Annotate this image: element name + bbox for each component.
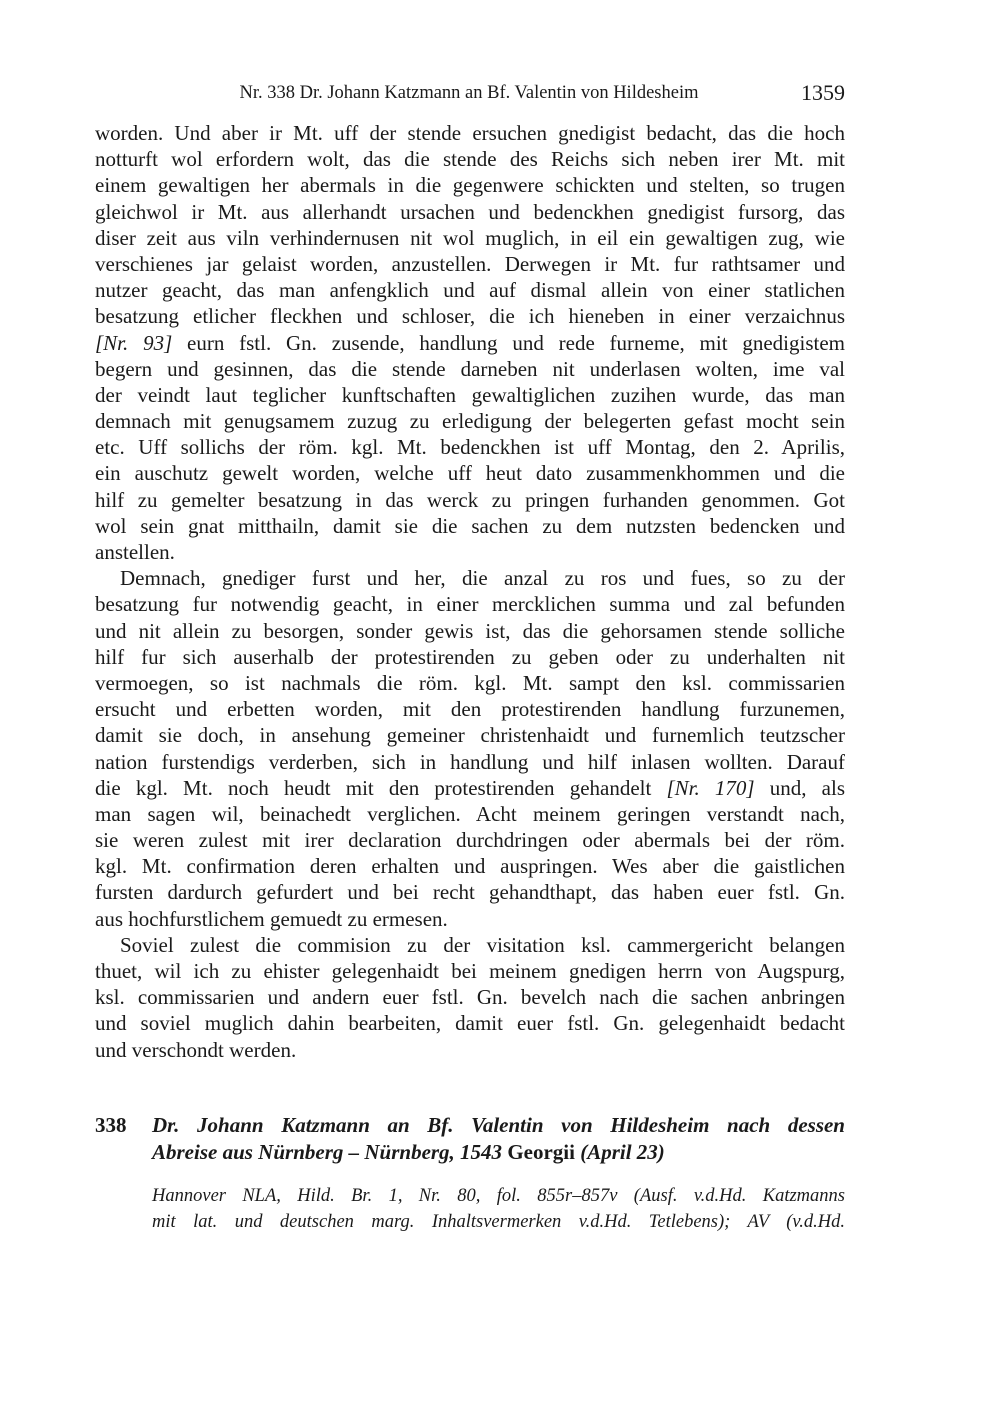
paragraph bbox=[95, 932, 845, 1063]
text-line bbox=[95, 749, 845, 775]
text-line bbox=[95, 120, 845, 146]
text-line bbox=[95, 591, 845, 617]
text-line bbox=[95, 146, 845, 172]
text-line bbox=[95, 1010, 845, 1036]
text-line bbox=[95, 1037, 845, 1063]
text-segment: eurn fstl. Gn. zusende, handlung und rede furneme, mit gnedigistem bbox=[172, 330, 846, 355]
text-line bbox=[95, 487, 845, 513]
text-line bbox=[95, 906, 845, 932]
text-line bbox=[95, 172, 845, 198]
text-line bbox=[95, 722, 845, 748]
text-line bbox=[95, 958, 845, 984]
text-line bbox=[95, 251, 845, 277]
text-line bbox=[95, 644, 845, 670]
text-segment: man sagen wil, beinachedt verglichen. Acht meinem geringen verstandt nach, bbox=[95, 801, 845, 826]
text-segment: kgl. Mt. confirmation deren erhalten und auspringen. Wes aber die gaistlichen bbox=[95, 854, 845, 879]
text-segment: nation furstendigs verderben, sich in handlung und hilf inlasen wollten. Darauf bbox=[95, 749, 845, 774]
text-segment: demnach mit genugsamem zuzug zu erledigung der belegerten gefast mocht sein bbox=[95, 409, 845, 434]
text-line bbox=[95, 879, 845, 905]
text-line bbox=[95, 303, 845, 329]
text-segment: etc. Uff sollichs der röm. kgl. Mt. bedenckhen ist uff Montag, den 2. Aprilis, bbox=[95, 435, 845, 460]
text-segment: die kgl. Mt. noch heudt mit den protestirenden gehandelt bbox=[95, 775, 667, 800]
text-segment: fursten dardurch gefurdert und bei recht gehandthapt, das haben euer fstl. Gn. bbox=[95, 880, 845, 905]
text-line bbox=[95, 460, 845, 486]
text-segment: einem gewaltigen her abermals in die gegenwere schickten und stelten, so trugen bbox=[95, 173, 845, 198]
text-line bbox=[95, 330, 845, 356]
text-segment: und nit allein zu besorgen, sonder gewis ist, das die gehorsamen stende solliche bbox=[95, 618, 845, 643]
cross-reference: [Nr. 170] bbox=[666, 775, 755, 800]
text-line bbox=[95, 775, 845, 801]
text-line bbox=[95, 539, 845, 565]
text-segment: anstellen. bbox=[95, 540, 175, 564]
paragraph bbox=[95, 120, 845, 565]
text-line bbox=[95, 827, 845, 853]
text-line bbox=[95, 670, 845, 696]
text-line bbox=[95, 382, 845, 408]
text-segment: sie weren zulest mit irer declaration durchdringen oder abermals bei der röm. bbox=[95, 828, 845, 853]
text-segment: aus hochfurstlichem gemuedt zu ermesen. bbox=[95, 906, 448, 931]
text-segment: besatzung fur notwendig geacht, in einer mercklichen summa und zal befunden bbox=[95, 592, 845, 617]
text-segment: und, als bbox=[754, 775, 845, 800]
heading-date: (April 23) bbox=[574, 1140, 665, 1164]
text-segment: und soviel muglich dahin bearbeiten, damit euer fstl. Gn. gelegenhaidt bedacht bbox=[95, 1011, 845, 1036]
text-segment: besatzung etlicher fleckhen und schloser, die ich hieneben in einer verzaichnus bbox=[95, 304, 845, 329]
page-number: 1359 bbox=[801, 80, 845, 105]
text-segment: ersucht und erbetten worden, mit den protestirenden handlung furzunemen, bbox=[95, 697, 845, 722]
text-segment: der veindt laut teglicher kunftschaften gewaltiglichen zuzihen wurde, das man bbox=[95, 382, 845, 407]
text-line bbox=[95, 984, 845, 1010]
cross-reference: [Nr. 93] bbox=[95, 330, 173, 355]
text-segment: thuet, wil ich zu ehister gelegenhaidt bei meinem gnedigen herrn von Augspurg, bbox=[95, 959, 845, 983]
document-number: 338 bbox=[95, 1113, 127, 1137]
heading-feast-day: Georgii bbox=[507, 1140, 575, 1164]
text-segment: begern und gesinnen, das die stende darneben nit underlasen wolten, ime val bbox=[95, 356, 845, 381]
letter-body bbox=[95, 120, 845, 1063]
text-segment: vermoegen, so ist nachmals die röm. kgl. Mt. sampt den ksl. commissarien bbox=[95, 670, 845, 695]
text-segment: Demnach, gnediger furst und her, die anzal zu ros und fues, so zu der bbox=[120, 566, 845, 591]
text-segment: gleichwol ir Mt. aus allerhandt ursachen und bedenckhen gnedigist fursorg, das bbox=[95, 199, 845, 224]
text-line bbox=[95, 356, 845, 382]
text-line bbox=[95, 408, 845, 434]
text-segment: wol sein gnat mitthailn, damit sie die sachen zu dem nutzsten bedencken und bbox=[95, 513, 845, 538]
text-segment: ein auschutz gewelt worden, welche uff heut dato zusammenkhommen und die bbox=[95, 461, 845, 486]
running-header bbox=[95, 80, 845, 108]
heading-line: Dr. Johann Katzmann an Bf. Valentin von Hildesheim nach dessen bbox=[152, 1113, 845, 1137]
text-line bbox=[95, 853, 845, 879]
text-segment: Soviel zulest die commision zu der visitation ksl. cammergericht belangen bbox=[120, 932, 845, 957]
text-segment: verschienes jar gelaist worden, anzustellen. Derwegen ir Mt. fur rathtsamer und bbox=[95, 251, 845, 276]
text-line bbox=[95, 696, 845, 722]
text-line bbox=[95, 199, 845, 225]
text-segment: nutzer geacht, das man anfengklich und auf dismal allein von einer statlichen bbox=[95, 278, 845, 303]
paragraph bbox=[95, 565, 845, 932]
text-line bbox=[95, 801, 845, 827]
text-segment: hilf zu gemelter besatzung in das werck zu pringen furhanden genommen. Got bbox=[95, 487, 845, 512]
heading-place-date: Abreise aus Nürnberg – Nürnberg, 1543 bbox=[152, 1140, 508, 1164]
text-line bbox=[95, 618, 845, 644]
text-segment: diser zeit aus viln verhindernusen nit wol muglich, in eil ein gewaltigen zug, wie bbox=[95, 225, 845, 250]
running-title: Nr. 338 Dr. Johann Katzmann an Bf. Valentin von Hildesheim bbox=[239, 83, 699, 103]
source-line: Hannover NLA, Hild. Br. 1, Nr. 80, fol. 855r–857v (Ausf. v.d.Hd. Katzmanns bbox=[152, 1186, 845, 1206]
text-segment: worden. Und aber ir Mt. uff der stende ersuchen gnedigist bedacht, das die hoch bbox=[95, 121, 845, 145]
text-line bbox=[95, 434, 845, 460]
text-line bbox=[95, 513, 845, 539]
text-line bbox=[95, 277, 845, 303]
text-segment: hilf fur sich auserhalb der protestirenden zu geben oder zu underhalten nit bbox=[95, 644, 845, 669]
text-line bbox=[95, 932, 845, 958]
source-note bbox=[152, 1183, 845, 1235]
source-line: mit lat. und deutschen marg. Inhaltsvermerken v.d.Hd. Tetlebens); AV (v.d.Hd. bbox=[152, 1212, 845, 1232]
text-line bbox=[95, 225, 845, 251]
heading-line bbox=[152, 1139, 845, 1166]
text-segment: ksl. commissarien und andern euer fstl. Gn. bevelch nach die sachen anbringen bbox=[95, 985, 845, 1010]
text-segment: damit sie doch, in ansehung gemeiner christenhaidt und furnemlich teutzscher bbox=[95, 723, 845, 748]
text-line bbox=[95, 565, 845, 591]
text-segment: und verschondt werden. bbox=[95, 1037, 297, 1062]
text-segment: notturft wol erfordern wolt, das die stende des Reichs sich neben irer Mt. mit bbox=[95, 147, 845, 172]
